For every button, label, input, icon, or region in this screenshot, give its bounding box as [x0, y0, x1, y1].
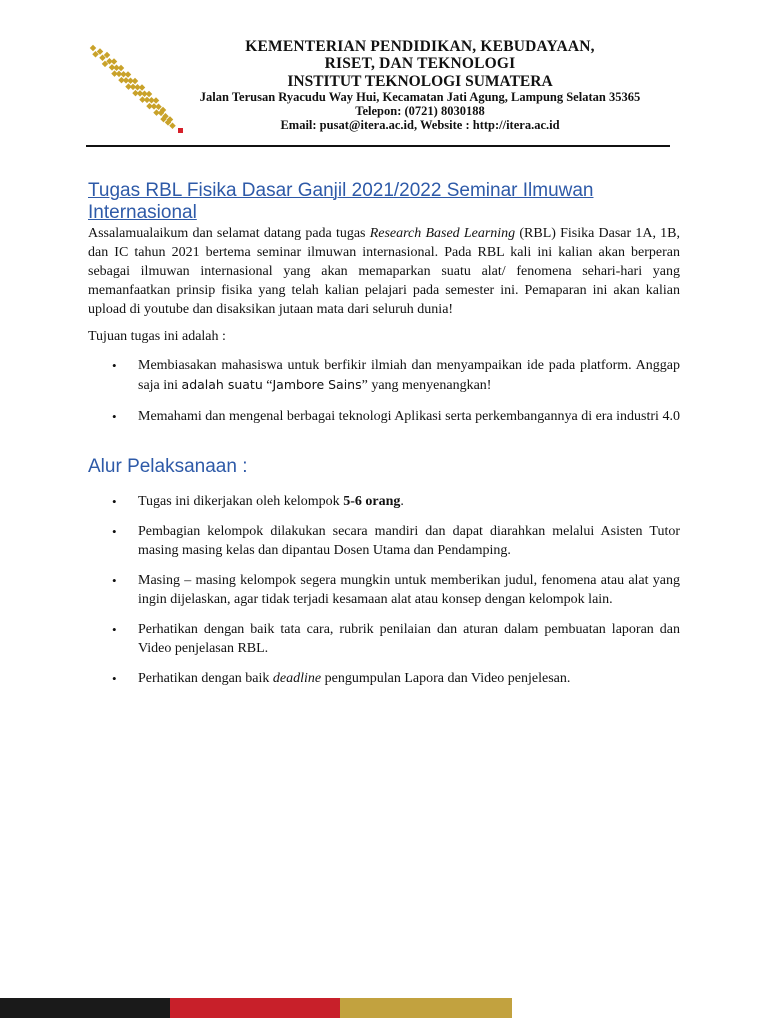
list-item: • Tugas ini dikerjakan oleh kelompok 5-6 orang. [112, 494, 404, 509]
bullet-icon: • [112, 622, 117, 637]
bullet-icon: • [112, 494, 117, 509]
footer-color-bar [0, 998, 512, 1018]
logo-tile [118, 65, 125, 72]
ministry-line-1: KEMENTERIAN PENDIDIKAN, KEBUDAYAAN, [245, 38, 595, 55]
section-heading-alur: Alur Pelaksanaan : [88, 456, 248, 477]
bullet-icon: • [112, 671, 117, 686]
footer-bar-gold [340, 998, 512, 1018]
bullet-icon: • [112, 524, 117, 539]
list-item: • Memahami dan mengenal berbagai teknologi Aplikasi serta perkembangannya di era industri 4.0 [112, 409, 680, 424]
list-item: • Pembagian kelompok dilakukan secara mandiri dan dapat diarahkan melalui Asisten Tutor masing masing kelas dan dipantau Dosen Utama dan Pendamping. [112, 524, 680, 558]
letterhead [190, 38, 650, 132]
logo-tile [153, 97, 160, 104]
list-item: • Membiasakan mahasiswa untuk berfikir ilmiah dan menyampaikan ide pada platform. Anggap saja ini adalah suatu “Jambore Sains” yang menyenangkan! [112, 358, 680, 393]
goal-intro: Tujuan tugas ini adalah : [88, 329, 226, 344]
logo-tile [90, 45, 97, 52]
institution-name: INSTITUT TEKNOLOGI SUMATERA [287, 72, 553, 90]
logo-tile [139, 84, 146, 91]
footer-bar-red [170, 998, 340, 1018]
list-item: • Masing – masing kelompok segera mungkin untuk memberikan judul, fenomena atau alat yang ingin dijelaskan, agar tidak terjadi kesamaan alat atau konsep dengan kelompok lain. [112, 573, 680, 607]
logo-tile [125, 71, 132, 78]
bullet-icon: • [112, 358, 117, 373]
email-website: Email: pusat@itera.ac.id, Website : http://itera.ac.id [280, 118, 560, 133]
document-body [88, 180, 680, 688]
bullet-icon: • [112, 573, 117, 588]
document-title: Tugas RBL Fisika Dasar Ganjil 2021/2022 Seminar Ilmuwan Internasional [88, 180, 594, 223]
address: Jalan Terusan Ryacudu Way Hui, Kecamatan Jati Agung, Lampung Selatan 35365 [199, 90, 641, 105]
logo-tile [146, 91, 153, 98]
logo-tile [111, 58, 118, 65]
phone: Telepon: (0721) 8030188 [355, 104, 485, 119]
goal-list [88, 356, 680, 426]
intro-paragraph: Assalamualaikum dan selamat datang pada tugas Research Based Learning (RBL) Fisika Dasar 1A, 1B, dan IC tahun 2021 bertema seminar ilmuwan internasional. Pada RBL kali ini kalian akan berperan sebagai ilmuwan internasional yang akan memaparkan suatu alat/ fenomena sehari-hari yang memanfaatkan prinsip fisika yang telah kalian pelajari pada semester ini. Pemaparan ini akan kalian upload di youtube dan disaksikan jutaan mata dari seluruh dunia! [88, 226, 680, 317]
procedure-list [88, 492, 680, 688]
list-item: • Perhatikan dengan baik deadline pengumpulan Lapora dan Video penjelesan. [112, 671, 571, 686]
logo-red-tile [178, 128, 183, 133]
logo-tile [132, 78, 139, 85]
itera-logo-icon [86, 38, 190, 138]
list-item: • Perhatikan dengan baik tata cara, rubrik penilaian dan aturan dalam pembuatan laporan dan Video penjelasan RBL. [112, 622, 680, 656]
bullet-icon: • [112, 409, 117, 424]
ministry-line-2: RISET, DAN TEKNOLOGI [324, 55, 516, 73]
letterhead-divider [86, 145, 670, 147]
footer-bar-black [0, 998, 170, 1018]
